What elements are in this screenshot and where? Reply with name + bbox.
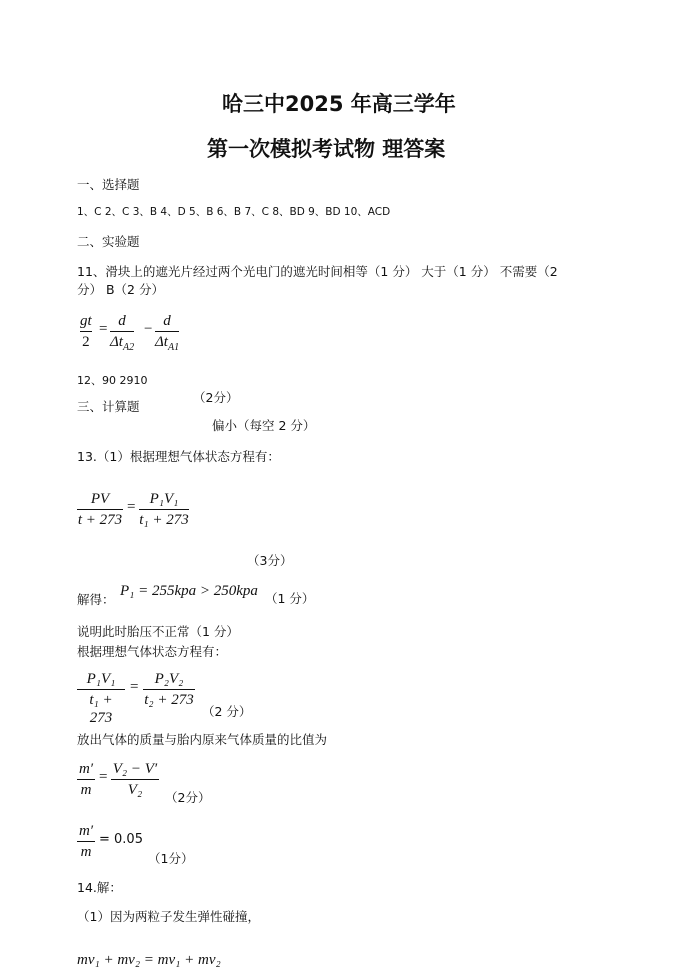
ratio-value: = 0.05 — [99, 832, 143, 847]
ratio-score: （1分） — [148, 851, 194, 866]
p1-result: P₁ = 255kpa > 250kpa — [120, 583, 258, 599]
q14-heading: 14.解： — [77, 880, 122, 895]
q13-score-3: （3分） — [247, 553, 293, 568]
p1-score: （1 分） — [265, 591, 315, 606]
q12-score: （2分） — [193, 390, 239, 405]
q13-formula-b-rhs: P₂V₂ t₂ + 273 — [144, 671, 194, 708]
q13-formula-a-equals: = — [127, 499, 136, 515]
q12-answers: 12、90 2910 — [77, 374, 148, 387]
solve-label: 解得： — [77, 592, 115, 607]
q13-formula-b-score: （2 分） — [202, 704, 252, 719]
momentum-equation: mv₁ + mv₂ = mv₁ + mv₂ — [77, 952, 221, 968]
choice-answers: 1、C 2、C 3、B 4、D 5、B 6、B 7、C 8、BD 9、BD 10、ACD — [77, 206, 391, 218]
q13-formula-a-rhs: P₁V₁ t₁ + 273 — [139, 491, 189, 528]
q11-text-line2: 分） B（2 分） — [77, 282, 164, 297]
q11-formula-term-b: d $\Delta t_{A1}$ — [155, 313, 180, 353]
q13-formula-c-lhs: m′ m — [78, 761, 94, 798]
section-experiment-heading: 二、实验题 — [77, 234, 140, 249]
q14-part1: （1）因为两粒子发生弹性碰撞， — [77, 909, 260, 924]
q13-formula-c-rhs: V₂ − V′ V₂ — [112, 761, 158, 798]
page-title-line2: 第一次模拟考试物 理答案 — [207, 137, 446, 161]
q13-formula-c-score: （2分） — [165, 790, 211, 805]
q13-intro: 13.（1）根据理想气体状态方程有： — [77, 449, 280, 464]
q13-formula-a-lhs: PV t + 273 — [77, 491, 123, 528]
abnormal-statement: 说明此时胎压不正常（1 分） — [77, 624, 239, 639]
q13-formula-c-equals: = — [99, 769, 108, 785]
q11-text-line1: 11、滑块上的遮光片经过两个光电门的遮光时间相等（1 分） 大于（1 分） 不需要（2 — [77, 264, 558, 279]
mass-ratio-text: 放出气体的质量与胎内原来气体质量的比值为 — [77, 732, 328, 747]
page-title-line1: 哈三中2025 年高三学年 — [222, 92, 456, 116]
q13-formula-d-lhs: m′ m — [78, 823, 94, 860]
q11-formula-minus: − — [144, 321, 153, 337]
section-calc-heading: 三、计算题 — [77, 399, 140, 414]
q11-formula-equals: = — [99, 321, 108, 337]
q13-formula-b-lhs: P₁V₁ t₁ + 273 — [77, 670, 125, 727]
q11-formula-term-a: d $\Delta t_{A2}$ — [110, 313, 135, 353]
state-equation-intro: 根据理想气体状态方程有： — [77, 644, 228, 659]
q11-formula-lhs: gt 2 — [80, 313, 92, 350]
section-choice-heading: 一、选择题 — [77, 177, 140, 192]
q13-formula-b-equals: = — [130, 679, 139, 695]
bias-answer: 偏小（每空 2 分） — [212, 418, 316, 433]
